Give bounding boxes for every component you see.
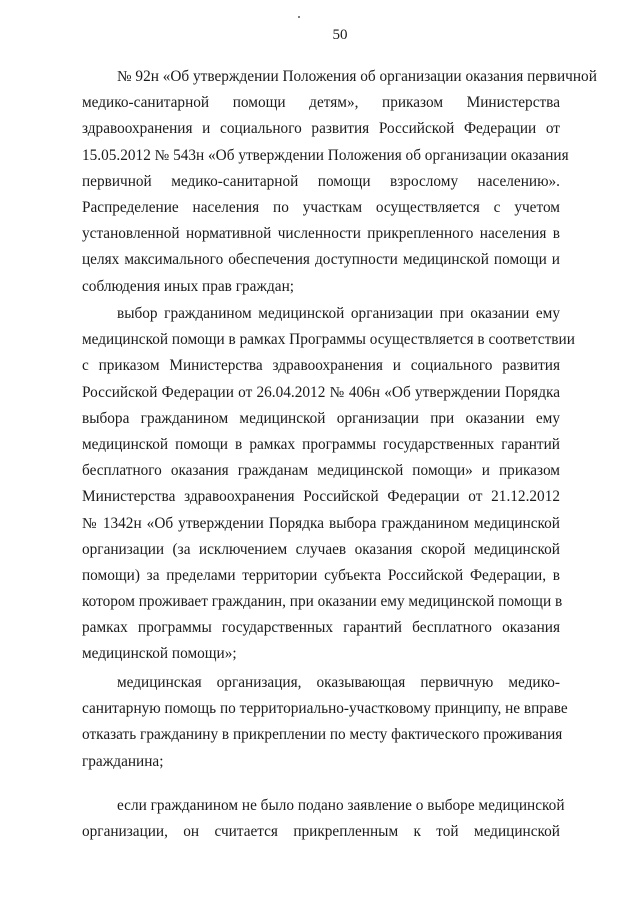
text-line: Российской Федерации от 26.04.2012 № 406н «Об утверждении Порядка xyxy=(82,383,560,401)
paragraph-1 xyxy=(82,64,597,300)
text-line: выбор гражданином медицинской организации при оказании ему xyxy=(117,305,560,322)
text-line: котором проживает гражданин, при оказании ему медицинской помощи в xyxy=(82,593,563,611)
text-line: медицинской помощи в рамках Программы осуществляется в соответствии xyxy=(82,331,575,349)
paragraph-4 xyxy=(82,793,565,845)
text-line: с приказом Министерства здравоохранения и социального развития xyxy=(82,357,560,375)
text-line: рамках программы государственных гарантий бесплатного оказания xyxy=(82,619,560,637)
text-line: санитарную помощь по территориально-участковому принципу, не вправе xyxy=(82,700,568,718)
text-line: организации (за исключением случаев оказания скорой медицинской xyxy=(82,540,560,558)
paragraph-3 xyxy=(82,670,568,775)
text-line: помощи) за пределами территории субъекта Российской Федерации, в xyxy=(82,566,560,584)
text-line: Распределение населения по участкам осуществляется с учетом xyxy=(82,198,560,216)
text-line: соблюдения иных прав граждан; xyxy=(82,277,295,295)
text-line: организации, он считается прикрепленным к той медицинской xyxy=(82,823,560,841)
text-line: здравоохранения и социального развития Российской Федерации от xyxy=(82,120,560,138)
text-line: медицинская организация, оказывающая первичную медико- xyxy=(117,674,560,691)
text-line: установленной нормативной численности прикрепленного населения в xyxy=(82,225,560,243)
text-line: Министерства здравоохранения Российской Федерации от 21.12.2012 xyxy=(82,488,560,506)
scan-speck xyxy=(298,16,300,18)
text-line: № 92н «Об утверждении Положения об организации оказания первичной xyxy=(117,68,597,85)
text-line: первичной медико-санитарной помощи взрослому населению». xyxy=(82,172,560,190)
text-line: 15.05.2012 № 543н «Об утверждении Положения об организации оказания xyxy=(82,146,569,164)
text-line: отказать гражданину в прикреплении по месту фактического проживания xyxy=(82,726,563,744)
paragraph-2 xyxy=(82,301,575,668)
text-line: гражданина; xyxy=(82,752,164,770)
text-line: № 1342н «Об утверждении Порядка выбора гражданином медицинской xyxy=(82,514,560,532)
text-line: бесплатного оказания гражданам медицинской помощи» и приказом xyxy=(82,462,560,480)
page-number: 50 xyxy=(332,27,348,43)
text-line: если гражданином не было подано заявление о выборе медицинской xyxy=(117,797,565,814)
text-line: выбора гражданином медицинской организации при оказании ему xyxy=(82,409,560,427)
text-line: медико-санитарной помощи детям», приказом Министерства xyxy=(82,94,560,112)
text-line: медицинской помощи в рамках программы государственных гарантий xyxy=(82,435,560,453)
text-line: медицинской помощи»; xyxy=(82,645,237,663)
text-line: целях максимального обеспечения доступности медицинской помощи и xyxy=(82,251,560,269)
